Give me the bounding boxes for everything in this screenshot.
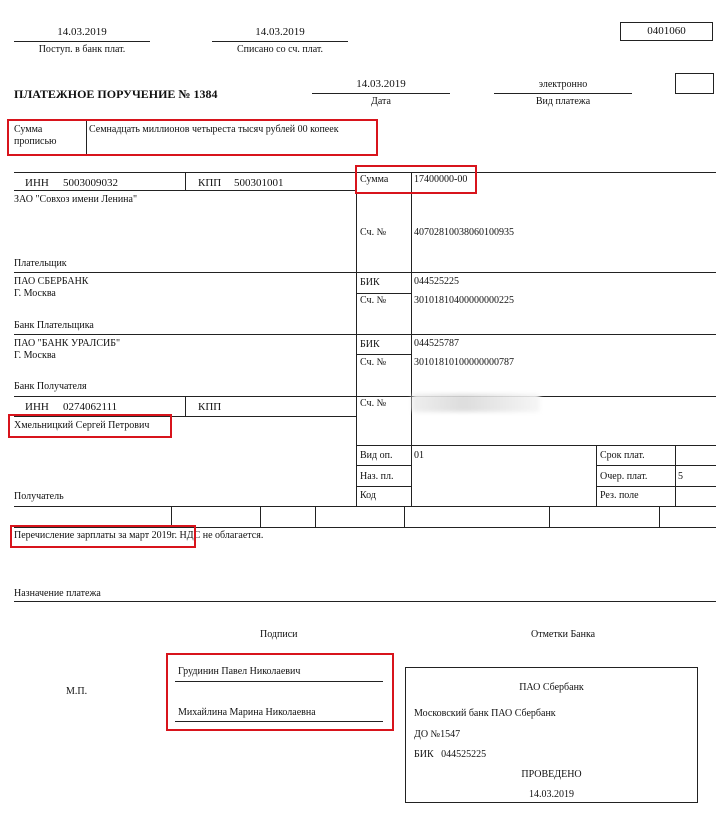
grid-line-purpose-bottom: [14, 601, 716, 602]
payee-bank-city: Г. Москва: [14, 350, 56, 361]
grid-v-codes-right: [596, 445, 597, 506]
purpose-label: Назначение платежа: [14, 588, 101, 599]
stamp-status: ПРОВЕДЕНО: [521, 769, 582, 780]
highlight-amount-words: [7, 119, 378, 156]
grid-line-inn-bottom: [14, 190, 356, 191]
debited-date: 14.03.2019: [255, 26, 305, 38]
grid-line-payer-bottom: [14, 272, 716, 273]
grid-v-inn-kpp: [185, 172, 186, 190]
amount-value: 17400000-00: [414, 174, 468, 185]
payee-kpp-label: КПП: [198, 401, 222, 413]
grid-v-right: [411, 172, 412, 506]
grid-line-codes-2r: [596, 486, 716, 487]
payer-kpp-label: КПП: [198, 177, 222, 189]
term-label: Срок плат.: [600, 450, 645, 461]
grid-v-middle: [356, 172, 357, 506]
payer-account: 40702810038060100935: [414, 227, 514, 238]
payee-bank-corr-label: Сч. №: [360, 357, 387, 368]
payer-name: ЗАО "Совхоз имени Ленина": [14, 194, 138, 205]
highlight-purpose: [10, 525, 196, 548]
date-underline: [312, 93, 450, 94]
grid-line-codes-1: [356, 465, 411, 466]
grid-line-payee-bottom: [14, 506, 716, 507]
payment-type-label: Вид платежа: [535, 96, 591, 107]
bank-stamp-box: [405, 667, 698, 803]
grid-v-codes-value: [675, 445, 676, 506]
signatures-label: Подписи: [260, 629, 298, 640]
debited-underline: [212, 41, 348, 42]
debited-label: Списано со сч. плат.: [236, 44, 324, 55]
amount-words-label-2: прописью: [14, 136, 57, 147]
page-title: ПЛАТЕЖНОЕ ПОРУЧЕНИЕ № 1384: [14, 87, 218, 101]
stamp-label: М.П.: [66, 686, 88, 697]
stamp-bik: БИК 044525225: [414, 749, 487, 760]
received-label: Поступ. в банк плат.: [38, 44, 126, 55]
payer-bank-bik-label: БИК: [360, 277, 380, 288]
signature-2: Михайлина Марина Николаевна: [178, 707, 316, 718]
amount-words-label-1: Сумма: [14, 124, 43, 135]
redacted-account: [412, 394, 540, 412]
payee-inn: 0274062111: [63, 401, 118, 413]
bank-marks-label: Отметки Банка: [531, 629, 596, 640]
payee-inn-label: ИНН: [25, 401, 49, 413]
payee-bank-corr: 30101810100000000787: [414, 357, 514, 368]
received-underline: [14, 41, 150, 42]
grid-line-bik2: [356, 354, 411, 355]
payee-account-label: Сч. №: [360, 398, 387, 409]
purpose-highlighted: Перечисление зарплаты за март 2019г.: [14, 530, 178, 541]
payment-type: электронно: [538, 79, 588, 90]
payer-account-label: Сч. №: [360, 227, 387, 238]
payer-inn-label: ИНН: [25, 177, 49, 189]
payment-type-underline: [494, 93, 632, 94]
op-type-label: Вид оп.: [360, 450, 393, 461]
highlight-payee-name: [8, 414, 172, 438]
grid-v-tax-6: [659, 506, 660, 527]
payer-bank-city: Г. Москва: [14, 288, 56, 299]
payer-bank-label: Банк Плательщика: [14, 320, 94, 331]
order-date: 14.03.2019: [356, 78, 406, 90]
grid-line-codes-1r: [596, 465, 716, 466]
payee-bank-bik-label: БИК: [360, 339, 380, 350]
payee-bank-name: ПАО "БАНК УРАЛСИБ": [14, 338, 121, 349]
payer-bank-bik: 044525225: [414, 276, 459, 287]
grid-line-payeebank-bottom: [14, 396, 716, 397]
stamp-office: ДО №1547: [414, 729, 461, 740]
priority-value: 5: [678, 471, 683, 482]
stamp-branch: Московский банк ПАО Сбербанк: [414, 708, 556, 719]
payer-inn: 5003009032: [63, 177, 118, 189]
priority-label: Очер. плат.: [600, 471, 648, 482]
payer-label: Плательщик: [14, 258, 67, 269]
grid-v-tax-1: [171, 506, 172, 527]
signature-1: Грудинин Павел Николаевич: [178, 666, 301, 677]
grid-v-tax-5: [549, 506, 550, 527]
grid-line-codes-2: [356, 486, 411, 487]
stamp-date: 14.03.2019: [529, 789, 574, 800]
grid-line-codes-top: [356, 445, 716, 446]
purpose-rest: НДС не облагается.: [179, 530, 264, 541]
payee-name: Хмельницкий Сергей Петрович: [14, 420, 150, 431]
grid-v-tax-3: [315, 506, 316, 527]
code-label: Код: [360, 490, 376, 501]
amount-words: Семнадцать миллионов четыреста тысяч рублей 00 копеек: [89, 124, 339, 135]
payee-bank-bik: 044525787: [414, 338, 459, 349]
date-label: Дата: [371, 96, 391, 107]
grid-v-payee-inn-kpp: [185, 396, 186, 416]
received-date: 14.03.2019: [57, 26, 107, 38]
stamp-bank: ПАО Сбербанк: [519, 682, 584, 693]
highlight-signatures: [166, 653, 394, 731]
grid-v-tax-4: [404, 506, 405, 527]
op-type: 01: [414, 450, 424, 461]
payer-kpp: 500301001: [234, 177, 284, 189]
payer-bank-corr: 30101810400000000225: [414, 295, 514, 306]
payer-bank-name: ПАО СБЕРБАНК: [14, 276, 89, 287]
highlight-amount: [355, 165, 477, 194]
payee-bank-label: Банк Получателя: [14, 381, 87, 392]
form-code: 0401060: [620, 22, 713, 41]
grid-line-bik1: [356, 293, 411, 294]
amount-label: Сумма: [360, 174, 389, 185]
payee-label: Получатель: [14, 491, 64, 502]
payer-bank-corr-label: Сч. №: [360, 295, 387, 306]
empty-box: [675, 73, 714, 94]
purpose-code-label: Наз. пл.: [360, 471, 394, 482]
reserve-label: Рез. поле: [600, 490, 639, 501]
grid-v-tax-2: [260, 506, 261, 527]
grid-line-payerbank-bottom: [14, 334, 716, 335]
